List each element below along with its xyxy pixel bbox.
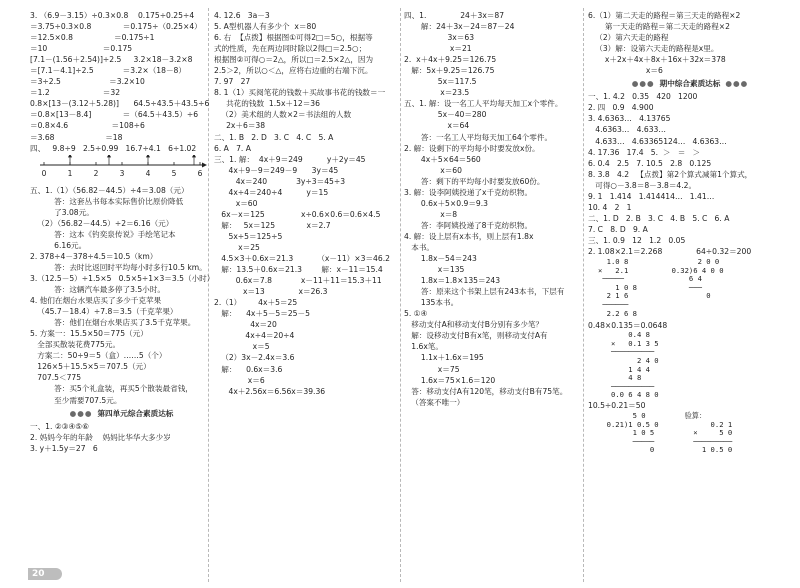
calc-line: 1.0 8 bbox=[598, 257, 629, 267]
answer-line: 本书。 bbox=[404, 242, 435, 252]
answer-line: 2x＋6＝38 bbox=[214, 121, 266, 131]
calc-line: 2.2 6 8 bbox=[598, 308, 637, 318]
calc-line: 0.32)6 4 0 0 bbox=[662, 265, 724, 275]
answer-line: 6. A 7. A bbox=[214, 143, 251, 153]
answer-line: x＝5 bbox=[214, 342, 270, 352]
answer-line: x＝6 bbox=[214, 375, 265, 385]
answer-line: 答：原来这个书架上层有243本书，下层有 bbox=[404, 287, 565, 297]
answer-line: 6.（1）第二天走的路程＝第三天走的路程×2 bbox=[588, 11, 741, 20]
column-divider-2 bbox=[400, 8, 401, 582]
answer-line: 2. 妈妈今年的年龄 妈妈比华华大多少岁 bbox=[30, 432, 171, 442]
calc-line: 1 0 8 bbox=[598, 282, 637, 292]
answer-line: 根据图②可得○＝2△，所以□＝2.5×2△，因为 bbox=[214, 55, 374, 65]
calc-line: 2 4 0 bbox=[598, 356, 659, 366]
answer-line: ＝3.75÷0.3×0.8 ＝0.175÷（0.25×4） bbox=[30, 22, 202, 32]
answer-line: （2）第六天走的路程 bbox=[588, 33, 669, 43]
answer-line: 4.633… 4.63365124… 4.6363… bbox=[588, 136, 727, 146]
answer-line: 4x＋9－9＝249－9 3y＝45 bbox=[214, 165, 339, 175]
answer-line: 五、1.（1）（56.82－44.5）÷4＝3.08（元） bbox=[30, 185, 189, 195]
calc-line: 0 bbox=[662, 291, 711, 301]
tick-label: 5 bbox=[171, 168, 177, 178]
check-calc bbox=[685, 412, 733, 455]
section-header bbox=[588, 78, 792, 89]
answer-line: 2.（1） 4x＋5＝25 bbox=[214, 298, 298, 308]
answer-line: 4. 他们在烟台水果店买了多少千克苹果 bbox=[30, 296, 162, 306]
answer-line: 5. 方案一：15.5×50＝775（元） bbox=[30, 329, 148, 339]
answer-line: 解：设移动支付B有x笔，则移动支付A有 bbox=[404, 331, 548, 341]
check-label: 验算： bbox=[684, 411, 707, 421]
calc-line: × 0.1 3 5 bbox=[598, 338, 659, 348]
answer-line: 了3.08元。 bbox=[30, 207, 94, 217]
tick-label: 6 bbox=[197, 168, 203, 178]
answer-line: （2）（56.82－44.5）÷2＝6.16（元） bbox=[30, 218, 174, 228]
long-division bbox=[598, 412, 659, 455]
answer-line: 2. x＋4x＋9.25＝126.75 bbox=[404, 55, 497, 65]
answer-line: （答案不唯一） bbox=[404, 397, 465, 407]
calc-line: 0 bbox=[598, 445, 655, 455]
answer-line: x＝6 bbox=[588, 66, 663, 76]
answer-line: 5x－40＝280 bbox=[404, 110, 487, 120]
column-3 bbox=[404, 10, 579, 582]
section-header bbox=[30, 408, 208, 419]
answer-line: 2. 解：设剩下的平均每小时要发放x份。 bbox=[404, 143, 540, 153]
answer-line: ＝0.8×[13－8.4] ＝（64.5＋43.5）÷6 bbox=[30, 110, 199, 120]
answer-line: x＋2x＋4x＋8x＋16x＋32x＝378 bbox=[588, 55, 726, 65]
answer-line: 0.6x＋5×0.9＝9.3 bbox=[404, 198, 489, 208]
calc-line: 1 0.5 0 bbox=[684, 445, 733, 455]
answer-line: x＝13 x＝26.3 bbox=[214, 287, 328, 297]
answer-line: 2. 1.08×2.1＝2.268 64÷0.32＝200 bbox=[588, 246, 752, 256]
calc-line: 2 1 6 bbox=[598, 291, 629, 301]
calc-line: 4 8 bbox=[598, 373, 642, 383]
answer-line: 解： 5x＝125 x＝2.7 bbox=[214, 220, 331, 230]
answer-line: 方案二：50÷9＝5（盒）……5（个） bbox=[30, 351, 167, 361]
answer-line: x＝8 bbox=[404, 209, 458, 219]
answer-line: 3. y＋1.5y＝27 6 bbox=[30, 443, 98, 453]
calc-line: 0.2 1 bbox=[684, 419, 733, 429]
answer-line: 126×5＋15.5×5＝707.5（元） bbox=[30, 362, 151, 372]
answer-line: x＝21 bbox=[404, 44, 472, 54]
answer-line: 答：这套丛书每本实际售价比原价降低 bbox=[30, 196, 184, 206]
answer-line: 4. 解：设上层有x本书，则上层有1.8x bbox=[404, 231, 534, 241]
column-4 bbox=[588, 10, 792, 582]
answer-line: 答：这本《钓奕泉传说》手绘笔记本 bbox=[30, 229, 176, 239]
answer-line: 7. C 8. D 9. A bbox=[588, 224, 648, 234]
answer-line: 全部买散装花费775元。 bbox=[30, 340, 121, 350]
answer-line: ＝[7.1－4.1]÷2.5 ＝3.2×（18－8） bbox=[30, 66, 186, 76]
calc-line: × 5 0 bbox=[684, 428, 733, 438]
vertical-calc-row bbox=[598, 412, 792, 455]
answer-line: x＝60 bbox=[214, 198, 258, 208]
answer-line: x＝75 bbox=[404, 364, 460, 374]
dots-decoration: ●●● bbox=[725, 79, 749, 89]
answer-line: （2）3x－2.4x＝3.6 bbox=[214, 353, 295, 363]
calc-line: 5 0 bbox=[598, 411, 646, 421]
answer-line: 4. 17.36 17.4 5. ＞ ＝ ＞ bbox=[588, 147, 701, 157]
section-title: 期中综合素质达标 bbox=[659, 79, 721, 89]
answer-line: 答：这辆汽车最多停了3.5小时。 bbox=[30, 285, 165, 295]
answer-line: ＝1.2 ＝32 bbox=[30, 88, 121, 98]
dots-decoration: ●●● bbox=[69, 408, 93, 418]
answer-line: 二、1. D 2. B 3. C 4. B 5. C 6. A bbox=[588, 213, 730, 223]
answer-line: 1.8x＝1.8×135＝243 bbox=[404, 276, 501, 286]
answer-line: x＝60 bbox=[404, 165, 462, 175]
answer-line: 5. ①④ bbox=[404, 309, 428, 319]
answer-line: 5x÷5＝125÷5 bbox=[214, 231, 283, 241]
tick-label: 3 bbox=[119, 168, 125, 178]
answer-line: 0.6x＝7.8 x－11＋11＝15.3＋11 bbox=[214, 276, 382, 286]
answer-line: 移动支付A和移动支付B分别有多少笔？ bbox=[404, 320, 544, 330]
answer-line: 1.6x＝75×1.6＝120 bbox=[404, 375, 496, 385]
answer-line: 135本书。 bbox=[404, 298, 459, 308]
long-division bbox=[663, 258, 724, 318]
tick-label: 2 bbox=[93, 168, 99, 178]
answer-line: 4x＋2.56x＝6.56x＝39.36 bbox=[214, 386, 326, 396]
answer-line: 共花的钱数 1.5x＋12＝36 bbox=[214, 99, 320, 109]
answer-line: （45.7－18.4）÷7.8＝3.5（千克苹果） bbox=[30, 307, 178, 317]
tick-label: 4 bbox=[145, 168, 151, 178]
answer-line: 6. 0.4 2.5 7. 10.5 2.8 0.125 bbox=[588, 158, 712, 168]
answer-line: 2. 四 0.9 4.900 bbox=[588, 103, 654, 113]
answer-line: x＝135 bbox=[404, 265, 465, 275]
answer-line: 2. 378÷4－378÷4.5＝10.5（km） bbox=[30, 251, 158, 261]
answer-line: 8. 1（1）买阅笔花的钱数＋买故事书花的钱数＝一 bbox=[214, 88, 386, 98]
answer-line: （3）解：设第六天走的路程是x里。 bbox=[588, 44, 719, 54]
answer-line: 4x÷4＝240÷4 y＝15 bbox=[214, 187, 329, 197]
answer-line: 答：去时比返回时平均每小时多行10.5 km。 bbox=[30, 262, 207, 272]
vertical-multiplication bbox=[598, 258, 637, 318]
answer-line: 4x÷4＝20÷4 bbox=[214, 331, 295, 341]
calc-line: ────── bbox=[598, 300, 629, 309]
number-line bbox=[30, 155, 208, 183]
calc-line: 1 4 4 bbox=[598, 364, 650, 374]
answer-line: 解：5x＋9.25＝126.75 bbox=[404, 66, 495, 76]
answer-line: 7. 97 27 bbox=[214, 77, 251, 87]
answer-line: 10. 4 2 1 bbox=[588, 202, 632, 212]
answer-line: ＝3÷2.5 ＝3.2×10 bbox=[30, 77, 145, 87]
answer-line: 6. 右 【点拨】根据图①可得2□＝5○，根据等 bbox=[214, 33, 373, 43]
answer-line: ＝0.8×4.6 ＝108÷6 bbox=[30, 121, 145, 131]
answer-line: 9. 1 1.414 1.414414… 1.41… bbox=[588, 191, 715, 201]
section-title: 第四单元综合素质达标 bbox=[97, 408, 174, 418]
answer-line: 三、1. 0.9 12 1.2 0.05 bbox=[588, 235, 686, 245]
answer-line: 答：他们在烟台水果店买了3.5千克苹果。 bbox=[30, 318, 196, 328]
answer-line: 解：13.5＋0.6x＝21.3 解：x－11＝15.4 bbox=[214, 265, 383, 275]
answer-line: 707.5＜775 bbox=[30, 373, 82, 383]
answer-line: ＝12.5×0.8 ＝0.175÷1 bbox=[30, 33, 155, 43]
answer-line: [7.1－(1.56＋2.54)]÷2.5 3.2×18－3.2×8 bbox=[30, 55, 193, 65]
calc-line: × 2.1 bbox=[598, 265, 629, 275]
answer-line: ＝3.68 ＝18 bbox=[30, 132, 123, 142]
tick-label: 1 bbox=[67, 168, 73, 178]
answer-line: 4x＝240 3y÷3＝45÷3 bbox=[214, 176, 346, 186]
answer-line: 3. 解：设李阿姨投递了x千克纺织物。 bbox=[404, 187, 533, 197]
answer-line: 1.6x笔。 bbox=[404, 342, 443, 352]
calc-line: ───── bbox=[598, 436, 655, 446]
vertical-multiplication bbox=[598, 331, 792, 400]
answer-line: 3x＝63 bbox=[404, 33, 475, 43]
answer-line: 4. 12.6 3a－3 bbox=[214, 11, 270, 20]
dots-decoration: ●●● bbox=[631, 79, 655, 89]
answer-line: 四、 9.8÷9 2.5÷0.99 16.7÷4.1 6÷1.02 bbox=[30, 143, 197, 153]
vertical-calc-row bbox=[598, 258, 792, 318]
answer-line: 解：24＋3x－24＝87－24 bbox=[404, 22, 515, 32]
answer-line: x＝23.5 bbox=[404, 88, 470, 98]
calc-line: ────────── bbox=[598, 381, 655, 391]
answer-line: 答：一名工人平均每天加工64个零件。 bbox=[404, 132, 553, 142]
answer-line: 答：买5个礼盒装，再买5个散装最省钱， bbox=[30, 384, 193, 394]
tick-label: 0 bbox=[41, 168, 47, 178]
calc-line: 0.21)1 0.5 0 bbox=[598, 419, 659, 429]
answer-line: 答：剩下的平均每小时要发放60份。 bbox=[404, 176, 545, 186]
answer-line: （2）美术组的人数×2＝书法组的人数 bbox=[214, 110, 352, 120]
answer-line: 可得○－3.8＝8－3.8＝4.2。 bbox=[588, 180, 697, 190]
answer-line: 5. A型机器人有多少个 x＝80 bbox=[214, 22, 317, 32]
answer-line: 3. 4.6363… 4.13765 bbox=[588, 114, 671, 124]
answer-line: 1.8x－54＝243 bbox=[404, 254, 477, 264]
calc-line: ────────── bbox=[598, 347, 655, 357]
answer-line: 6.16元。 bbox=[30, 240, 87, 250]
answer-line: ＝10 ＝0.175 bbox=[30, 44, 133, 54]
answer-line: 0.48×0.135＝0.0648 bbox=[588, 321, 668, 331]
answer-line: 4x＝20 bbox=[214, 320, 277, 330]
answer-line: 4x＋5×64＝560 bbox=[404, 154, 481, 164]
column-2 bbox=[214, 10, 400, 582]
answer-line: 5x＝117.5 bbox=[404, 77, 477, 87]
calc-line: ───────── bbox=[684, 436, 733, 446]
answer-line: 1.1x＋1.6x＝195 bbox=[404, 353, 484, 363]
answer-line: 答：李阿姨投递了8千克纺织物。 bbox=[404, 220, 533, 230]
calc-line: 0.4 8 bbox=[598, 330, 650, 340]
column-divider-1 bbox=[208, 8, 209, 582]
answer-line: 10.5÷0.21＝50 bbox=[588, 400, 646, 410]
answer-line: 三、1. 解： 4x＋9＝249 y＋2y＝45 bbox=[214, 154, 366, 164]
answer-line: 0.8×[13－(3.12＋5.28)] 64.5÷43.5＋43.5÷6 bbox=[30, 99, 210, 109]
answer-line: 五、1. 解：设一名工人平均每天加工x个零件。 bbox=[404, 99, 563, 109]
answer-line: 一、1. 4.2 0.35 420 1200 bbox=[588, 92, 698, 102]
calc-line: 0.0 6 4 8 0 bbox=[598, 390, 659, 400]
answer-line: 4.5×3＋0.6x＝21.3 （x－11）×3＝46.2 bbox=[214, 254, 390, 264]
answer-line: 4.6363… 4.633… bbox=[588, 125, 666, 135]
answer-line: 解： 0.6x＝3.6 bbox=[214, 364, 283, 374]
page-number: 20 bbox=[28, 568, 62, 580]
calc-line: ─── bbox=[662, 282, 702, 292]
answer-line: x＝25 bbox=[214, 242, 260, 252]
column-1 bbox=[30, 10, 215, 582]
calc-line: 1 0 5 bbox=[598, 428, 655, 438]
answer-line: x＝64 bbox=[404, 121, 470, 131]
answer-line: 四、1. 24＋3x＝87 bbox=[404, 11, 505, 20]
answer-line: 至少需要707.5元。 bbox=[30, 395, 122, 405]
answer-line: 3. （6.9－3.15）÷0.3×0.8 0.175÷0.25÷4 bbox=[30, 11, 195, 20]
answer-line: 解： 4x＋5－5＝25－5 bbox=[214, 309, 310, 319]
answer-line: 第一天走的路程＝第二天走的路程×2 bbox=[588, 22, 730, 32]
answer-line: 2.5＞2，所以○＜△，应将右边重的右端下沉。 bbox=[214, 66, 373, 76]
number-line-graphic bbox=[30, 155, 208, 183]
calc-line: ───── bbox=[598, 274, 624, 284]
answer-line: 二、1. B 2. D 3. C 4. C 5. A bbox=[214, 132, 334, 142]
answer-line: 式的性质，先在两边同时除以2得□＝2.5○； bbox=[214, 44, 367, 54]
answer-line: 答：移动支付A有120笔，移动支付B有75笔。 bbox=[404, 386, 568, 396]
calc-line: 2 0 0 bbox=[662, 257, 720, 267]
answer-line: 6x－x＝125 x÷0.6×0.6＝0.6×4.5 bbox=[214, 209, 381, 219]
calc-line: 6 4 bbox=[662, 274, 702, 284]
column-divider-3 bbox=[583, 8, 584, 582]
answer-line: 8. 3.8 4.2 【点拨】第2个算式减第1个算式， bbox=[588, 169, 753, 179]
answer-line: 3.（12.5－5）÷1.5×5 0.5×5÷1×3＝3.5（小时） bbox=[30, 273, 215, 283]
answer-line: 一、1. ②③④⑤⑥ bbox=[30, 421, 89, 431]
